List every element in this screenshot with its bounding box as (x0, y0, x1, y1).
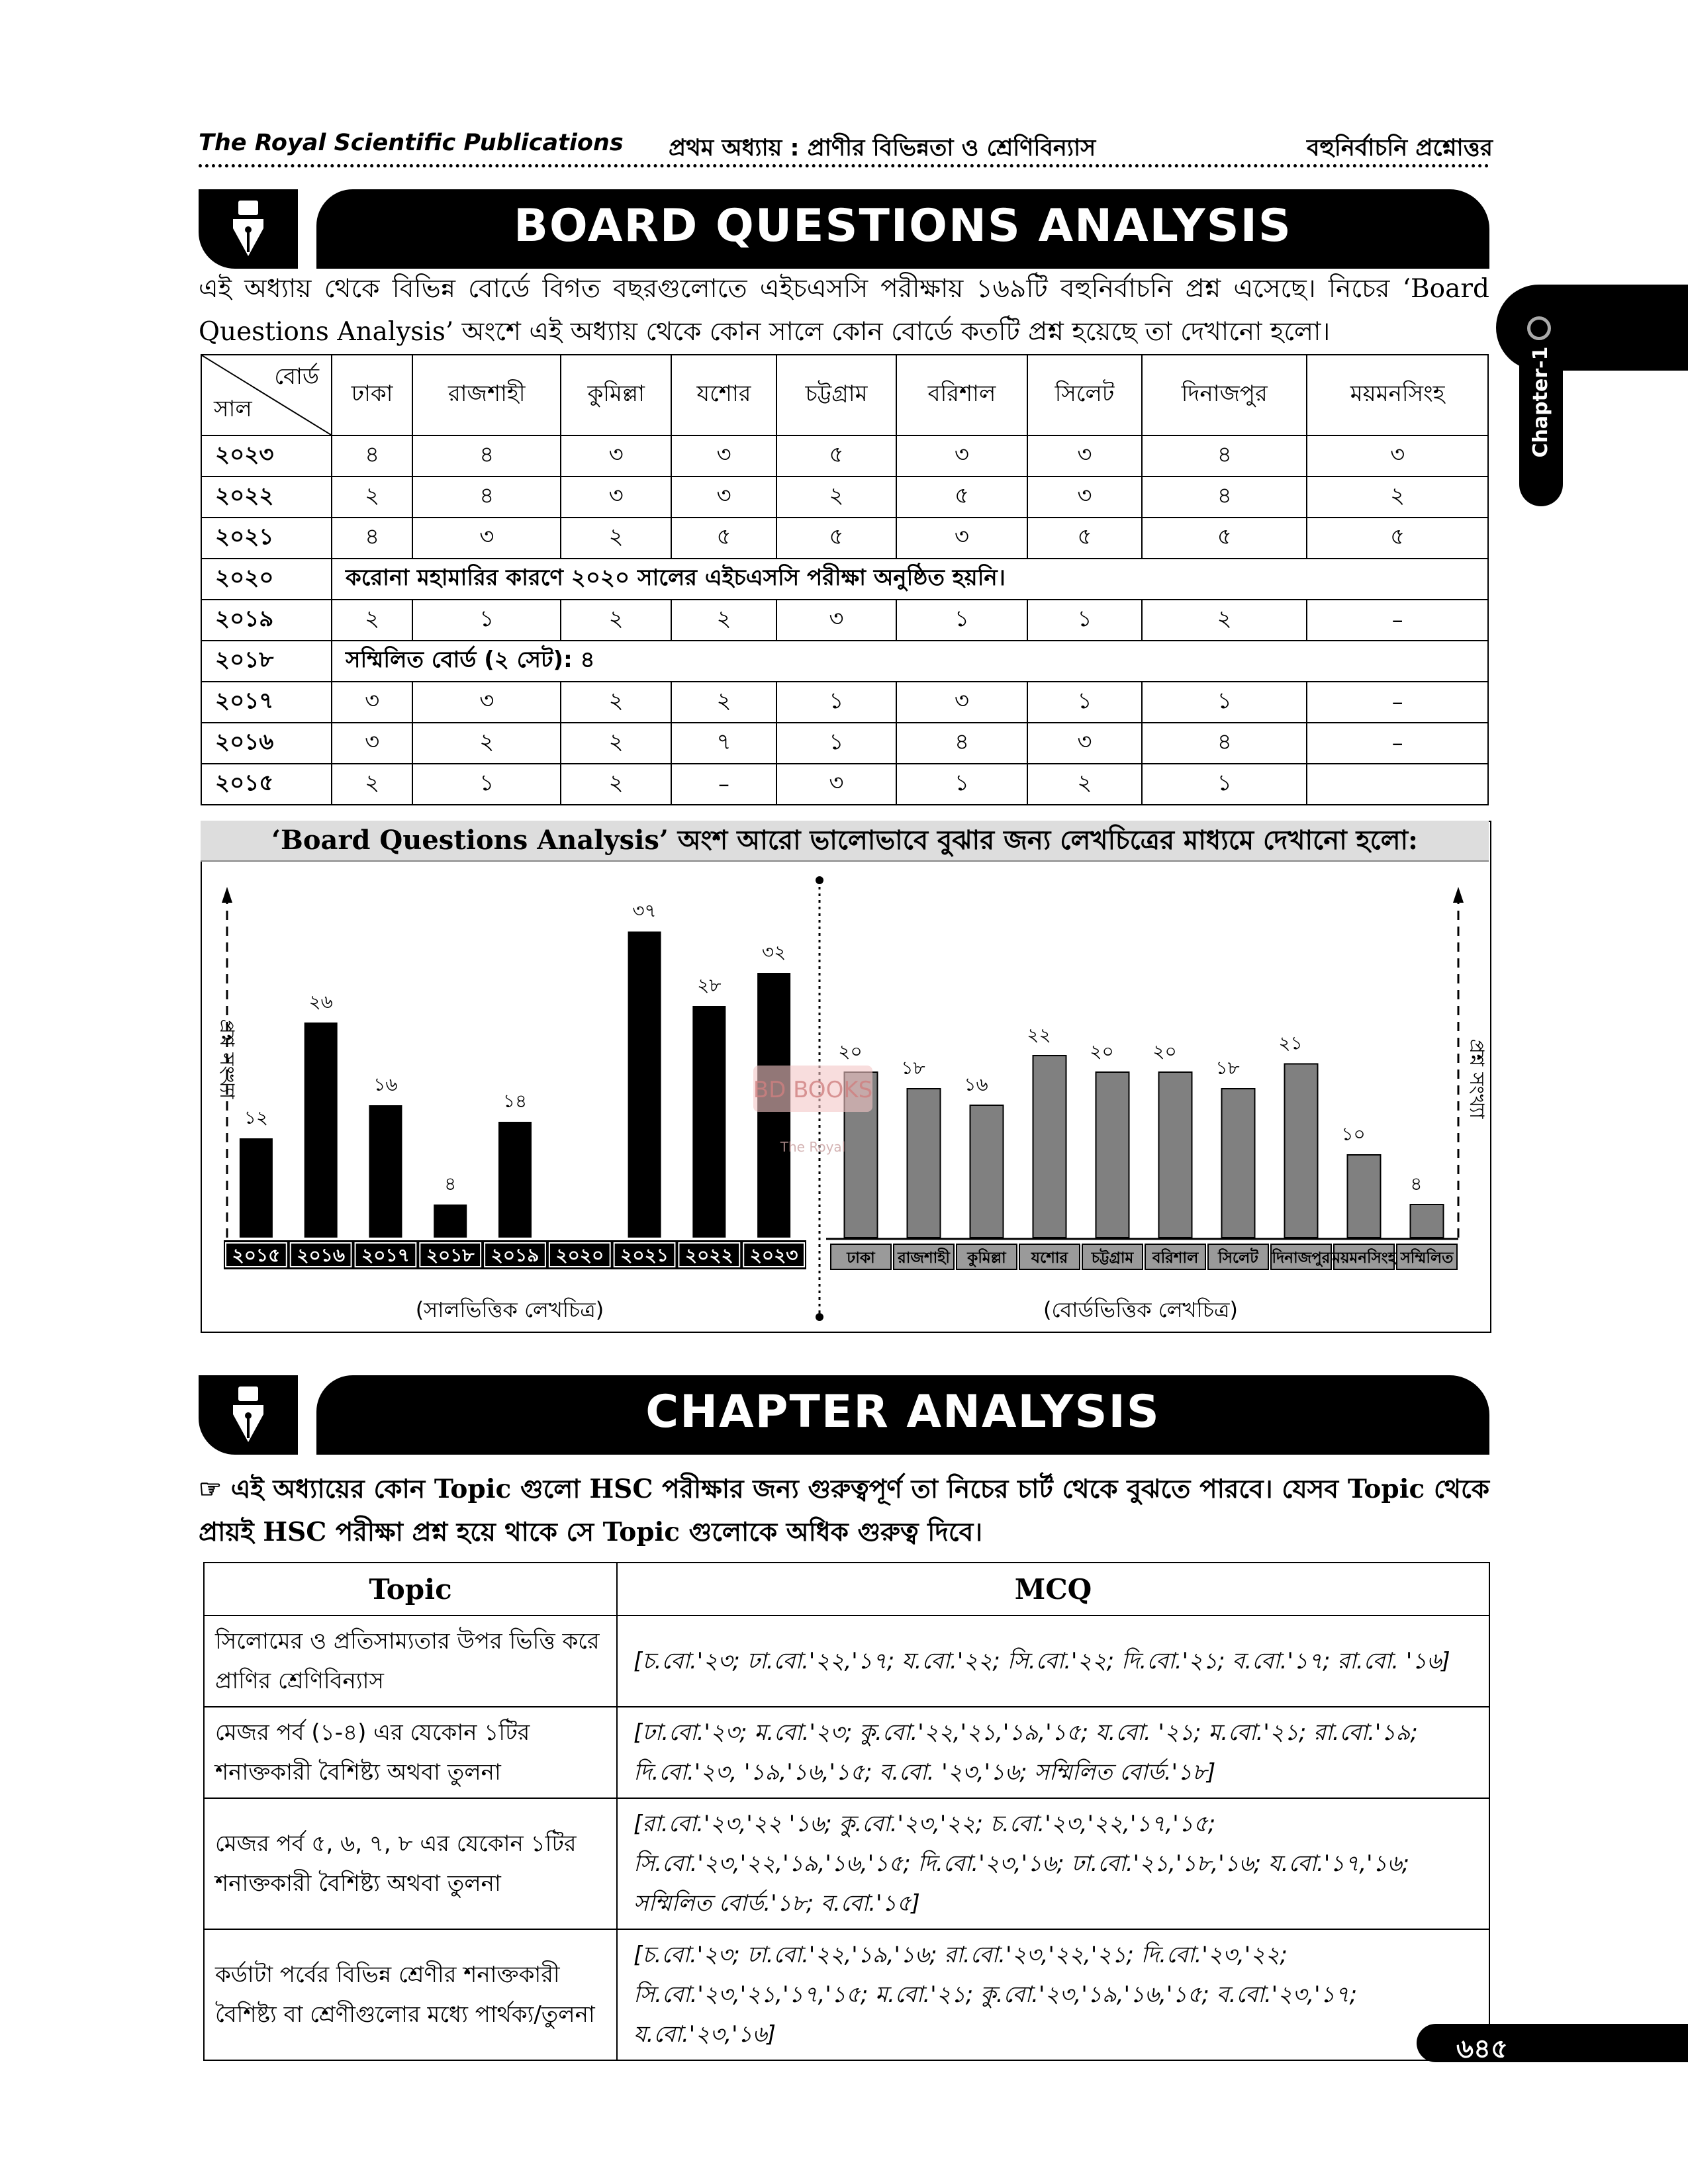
x-tick-label: ২০২৩ (749, 1244, 798, 1266)
count-cell: ৭ (671, 723, 776, 764)
x-tick-label: ২০১৫ (232, 1244, 281, 1266)
count-cell: ২ (1142, 600, 1307, 641)
count-cell: ৩ (671, 435, 776, 477)
count-cell: ৩ (776, 764, 896, 805)
year-cell: ২০১৬ (201, 723, 332, 764)
topic-cell: সিলোমের ও প্রতিসাম্যতার উপর ভিত্তি করে প্রাণির শ্রেণিবিন্যাস (204, 1615, 617, 1707)
bar (908, 1089, 941, 1238)
chapter-title: প্রথম অধ্যায় : প্রাণীর বিভিন্নতা ও শ্রেণিবিন্যাস (669, 135, 1096, 161)
table-row (201, 518, 1488, 559)
count-cell: ৩ (332, 723, 412, 764)
board-header: চট্টগ্রাম (776, 355, 896, 435)
note-cell: সম্মিলিত বোর্ড (২ সেট): ৪ (332, 641, 1488, 682)
bar-value-label: ২১ (1278, 1032, 1303, 1054)
count-cell: ১ (776, 682, 896, 723)
count-cell: – (1307, 723, 1488, 764)
count-cell: ৫ (1307, 518, 1488, 559)
count-cell: ১ (896, 764, 1027, 805)
bar-value-label: ১৮ (901, 1057, 925, 1079)
axis-arrow-icon (1453, 887, 1464, 903)
y-axis-label: প্রশ্ন সংখ্যা (1465, 1038, 1488, 1119)
bar (305, 1023, 338, 1238)
bar-value-label: ১৪ (502, 1090, 528, 1112)
mcq-cell: [চ.বো.'২৩; ঢা.বো.'২২,'১৯,'১৬; রা.বো.'২৩,'২২,'২১; দি.বো.'২৩,'২২; সি.বো.'২৩,'২১,'১৭,'১৫; ম.বো.'২১; কু.বো.'২৩,'১৯,'১৬,'১৫; ব.বো.'২৩,'১৭; য.বো.'২৩,'১৬] (617, 1929, 1489, 2060)
board-header: ঢাকা (332, 355, 412, 435)
count-cell: ৪ (412, 477, 561, 518)
topic-cell: মেজর পর্ব ৫, ৬, ৭, ৮ এর যেকোন ১টির শনাক্তকারী বৈশিষ্ট্য অথবা তুলনা (204, 1798, 617, 1929)
table-row (201, 600, 1488, 641)
chapter-label-text: Chapter-1 (1529, 346, 1552, 458)
count-cell: ১ (412, 600, 561, 641)
table-row (201, 723, 1488, 764)
bar (970, 1105, 1004, 1238)
count-cell: ৩ (332, 682, 412, 723)
count-cell: ১ (1142, 682, 1307, 723)
bar-value-label: ১৮ (1215, 1057, 1240, 1079)
topic-cell: মেজর পর্ব (১-৪) এর যেকোন ১টির শনাক্তকারী বৈশিষ্ট্য অথবা তুলনা (204, 1707, 617, 1798)
count-cell: ২ (561, 600, 671, 641)
bar (628, 932, 661, 1238)
count-cell: ৪ (332, 518, 412, 559)
count-cell: ৩ (896, 435, 1027, 477)
board-header: সিলেট (1027, 355, 1142, 435)
count-cell: ২ (776, 477, 896, 518)
pen-nib-icon (199, 189, 298, 269)
chart-caption-year: (সালভিত্তিক লেখচিত্র) (415, 1297, 604, 1322)
bar-value-label: ১৬ (964, 1073, 988, 1095)
pointing-hand-icon: ☞ (199, 1474, 222, 1504)
table-row (204, 1929, 1489, 2060)
x-tick-label: চট্টগ্রাম (1091, 1250, 1134, 1267)
year-cell: ২০১৫ (201, 764, 332, 805)
publisher-name: The Royal Scientific Publications (199, 130, 624, 156)
bar-value-label: ২০ (838, 1040, 863, 1062)
corner-board-label: বোর্ড (274, 363, 319, 390)
table-row (204, 1707, 1489, 1798)
bar-value-label: ২০ (1152, 1040, 1177, 1062)
chart-caption-board: (বোর্ডভিত্তিক লেখচিত্র) (1043, 1297, 1238, 1322)
bar-value-label: ২২ (1027, 1024, 1051, 1046)
bar (369, 1105, 402, 1238)
year-cell: ২০২২ (201, 477, 332, 518)
x-tick-label: ২০১৭ (361, 1244, 410, 1266)
watermark-subtext: The Royal (780, 1139, 846, 1155)
x-tick-label: ২০২১ (620, 1244, 669, 1266)
table-row (201, 641, 1488, 682)
board-header: যশোর (671, 355, 776, 435)
x-tick-label: ২০১৯ (491, 1244, 539, 1266)
count-cell: ২ (561, 723, 671, 764)
count-cell: ২ (671, 682, 776, 723)
bar (1411, 1205, 1444, 1238)
bar-value-label: ১০ (1341, 1123, 1366, 1145)
table-row (201, 764, 1488, 805)
table-header-row (204, 1563, 1489, 1615)
year-cell: ২০২০ (201, 559, 332, 600)
bar-value-label: ৩২ (761, 941, 786, 963)
bar (1159, 1072, 1192, 1238)
count-cell: ৩ (896, 682, 1027, 723)
x-tick-label: ২০২২ (684, 1244, 733, 1266)
bar (692, 1006, 726, 1238)
bar-value-label: ৪ (444, 1173, 457, 1195)
count-cell: ৩ (561, 435, 671, 477)
board-analysis-heading: BOARD QUESTIONS ANALYSIS (316, 189, 1489, 262)
count-cell: ৫ (776, 435, 896, 477)
divider-dot-icon (816, 876, 823, 884)
topic-column-header: Topic (204, 1563, 617, 1615)
year-cell: ২০২৩ (201, 435, 332, 477)
year-cell: ২০১৮ (201, 641, 332, 682)
x-tick-label: দিনাজপুর (1272, 1250, 1331, 1267)
x-tick-label: রাজশাহী (898, 1250, 950, 1267)
board-intro: এই অধ্যায় থেকে বিভিন্ন বোর্ডে বিগত বছরগুলোতে এইচএসসি পরীক্ষায় ১৬৯টি বহুনির্বাচনি প্রশ্ন এসেছে। নিচের ‘Board Questions Analysis’ অংশে এই অধ্যায় থেকে কোন সালে কোন বোর্ডে কতটি প্রশ্ন হয়েছে তা দেখানো হলো। (199, 274, 1489, 347)
count-cell: ২ (412, 723, 561, 764)
bar (1348, 1155, 1381, 1238)
count-cell: ৩ (412, 682, 561, 723)
board-header: দিনাজপুর (1142, 355, 1307, 435)
bar (1096, 1072, 1129, 1238)
x-tick-label: ২০১৮ (426, 1244, 475, 1266)
chapter-analysis-table (203, 1562, 1490, 2061)
count-cell: ২ (1307, 477, 1488, 518)
section-title: বহুনির্বাচনি প্রশ্নোত্তর (1307, 135, 1493, 161)
table-row (201, 477, 1488, 518)
count-cell: ২ (561, 682, 671, 723)
count-cell: ৪ (412, 435, 561, 477)
count-cell: ২ (561, 764, 671, 805)
x-tick-label: ময়মনসিংহ (1332, 1250, 1396, 1267)
bar-value-label: ৩৭ (632, 899, 657, 922)
y-axis-label: প্রশ্ন সংখ্যা (215, 1019, 238, 1099)
bar (498, 1122, 532, 1238)
bar-value-label: ২০ (1090, 1040, 1114, 1062)
table-row (204, 1615, 1489, 1707)
table-row (201, 559, 1488, 600)
chapter-intro (199, 1468, 1489, 1554)
count-cell: ৫ (1027, 518, 1142, 559)
count-cell: ৩ (671, 477, 776, 518)
x-tick-label: যশোর (1031, 1250, 1068, 1267)
corner-cell (201, 355, 332, 435)
corner-year-label: সাল (214, 396, 252, 422)
table-row (201, 435, 1488, 477)
count-cell: ৩ (1027, 435, 1142, 477)
year-cell: ২০১৭ (201, 682, 332, 723)
count-cell: – (1307, 600, 1488, 641)
count-cell: ৫ (671, 518, 776, 559)
bar (434, 1205, 467, 1238)
count-cell: ১ (776, 723, 896, 764)
board-header: ময়মনসিংহ (1307, 355, 1488, 435)
topic-cell: কর্ডাটা পর্বের বিভিন্ন শ্রেণীর শনাক্তকারী বৈশিষ্ট্য বা শ্রেণীগুলোর মধ্যে পার্থক্য/তুলনা (204, 1929, 617, 2060)
count-cell: ৪ (1142, 435, 1307, 477)
mcq-cell: [চ.বো.'২৩; ঢা.বো.'২২,'১৭; য.বো.'২২; সি.বো.'২২; দি.বো.'২১; ব.বো.'১৭; রা.বো. '১৬] (617, 1615, 1489, 1707)
mcq-column-header: MCQ (617, 1563, 1489, 1615)
chart-caption: ‘Board Questions Analysis’ অংশ আরো ভালোভাবে বুঝার জন্য লেখচিত্রের মাধ্যমে দেখানো হলো: (201, 821, 1489, 862)
count-cell: ৫ (896, 477, 1027, 518)
count-cell: ১ (1027, 682, 1142, 723)
count-cell: ৫ (776, 518, 896, 559)
bar (1222, 1089, 1255, 1238)
bar (240, 1138, 273, 1238)
x-tick-label: বরিশাল (1152, 1250, 1199, 1267)
x-tick-label: ২০২০ (555, 1244, 604, 1266)
count-cell: ১ (412, 764, 561, 805)
mcq-cell: [ঢা.বো.'২৩; ম.বো.'২৩; কু.বো.'২২,'২১,'১৯,'১৫; য.বো. '২১; ম.বো.'২১; রা.বো.'১৯; দি.বো.'২৩, '১৯,'১৬,'১৫; ব.বো. '২৩,'১৬; সম্মিলিত বোর্ড.'১৮] (617, 1707, 1489, 1798)
count-cell (1307, 764, 1488, 805)
chapter-analysis-banner (199, 1375, 1489, 1455)
bar (1033, 1056, 1066, 1238)
count-cell: ৩ (1027, 723, 1142, 764)
board-header: বরিশাল (896, 355, 1027, 435)
board-questions-table (201, 354, 1489, 805)
count-cell: ২ (561, 518, 671, 559)
watermark-text: BD BOOKS (753, 1077, 873, 1103)
x-tick-label: ২০১৬ (297, 1244, 346, 1266)
board-header: কুমিল্লা (561, 355, 671, 435)
count-cell: – (671, 764, 776, 805)
count-cell: ১ (1027, 600, 1142, 641)
count-cell: ৩ (1307, 435, 1488, 477)
chapter-intro-text: এই অধ্যায়ের কোন Topic গুলো HSC পরীক্ষার জন্য গুরুত্বপূর্ণ তা নিচের চার্ট থেকে বুঝতে পারবে। যেসব Topic থেকে প্রায়ই HSC পরীক্ষা প্রশ্ন হয়ে থাকে সে Topic গুলোকে অধিক গুরুত্ব দিবে। (199, 1474, 1490, 1547)
count-cell: – (1307, 682, 1488, 723)
pen-nib-icon (199, 1375, 298, 1455)
x-tick-label: সিলেট (1218, 1250, 1258, 1267)
board-analysis-banner (199, 189, 1489, 269)
bar (1285, 1064, 1318, 1238)
bar-value-label: ১৬ (373, 1073, 398, 1095)
binder-ring-icon (1527, 316, 1551, 340)
x-tick-label: কুমিল্লা (967, 1250, 1006, 1267)
count-cell: ২ (1027, 764, 1142, 805)
count-cell: ১ (1142, 764, 1307, 805)
count-cell: ২ (332, 477, 412, 518)
table-row (204, 1798, 1489, 1929)
x-tick-label: সম্মিলিত (1400, 1250, 1454, 1267)
count-cell: ২ (332, 764, 412, 805)
page-number-tab (1417, 2024, 1688, 2062)
count-cell: ২ (332, 600, 412, 641)
count-cell: ৪ (1142, 477, 1307, 518)
count-cell: ৩ (776, 600, 896, 641)
bar-value-label: ৪ (1410, 1173, 1423, 1195)
chapter-analysis-heading: CHAPTER ANALYSIS (316, 1375, 1489, 1448)
count-cell: ১ (896, 600, 1027, 641)
bar-value-label: ২৬ (308, 991, 333, 1013)
count-cell: ৩ (896, 518, 1027, 559)
mcq-cell: [রা.বো.'২৩,'২২ '১৬; কু.বো.'২৩,'২২; চ.বো.'২৩,'২২,'১৭,'১৫; সি.বো.'২৩,'২২,'১৯,'১৬,'১৫; দি.বো.'২৩,'১৬; ঢা.বো.'২১,'১৮,'১৬; য.বো.'১৭,'১৬; সম্মিলিত বোর্ড.'১৮; ব.বো.'১৫] (617, 1798, 1489, 1929)
count-cell: ৫ (1142, 518, 1307, 559)
bar-value-label: ১২ (244, 1107, 269, 1128)
count-cell: ৩ (561, 477, 671, 518)
count-cell: ২ (671, 600, 776, 641)
table-header-row (201, 355, 1488, 435)
count-cell: ৪ (332, 435, 412, 477)
count-cell: ৪ (896, 723, 1027, 764)
year-cell: ২০১৯ (201, 600, 332, 641)
count-cell: ৩ (412, 518, 561, 559)
note-cell: করোনা মহামারির কারণে ২০২০ সালের এইচএসসি পরীক্ষা অনুষ্ঠিত হয়নি। (332, 559, 1488, 600)
bar-value-label: ২৮ (697, 974, 722, 996)
header-divider (199, 164, 1489, 167)
count-cell: ৪ (1142, 723, 1307, 764)
x-tick-label: ঢাকা (847, 1250, 875, 1267)
board-header: রাজশাহী (412, 355, 561, 435)
year-cell: ২০২১ (201, 518, 332, 559)
bar-charts (201, 860, 1489, 1330)
table-row (201, 682, 1488, 723)
page-number: ৬৪৫ (1456, 2034, 1508, 2064)
axis-arrow-icon (222, 887, 232, 903)
chapter-label (1519, 318, 1563, 506)
count-cell: ৩ (1027, 477, 1142, 518)
divider-dot-icon (816, 1313, 823, 1321)
